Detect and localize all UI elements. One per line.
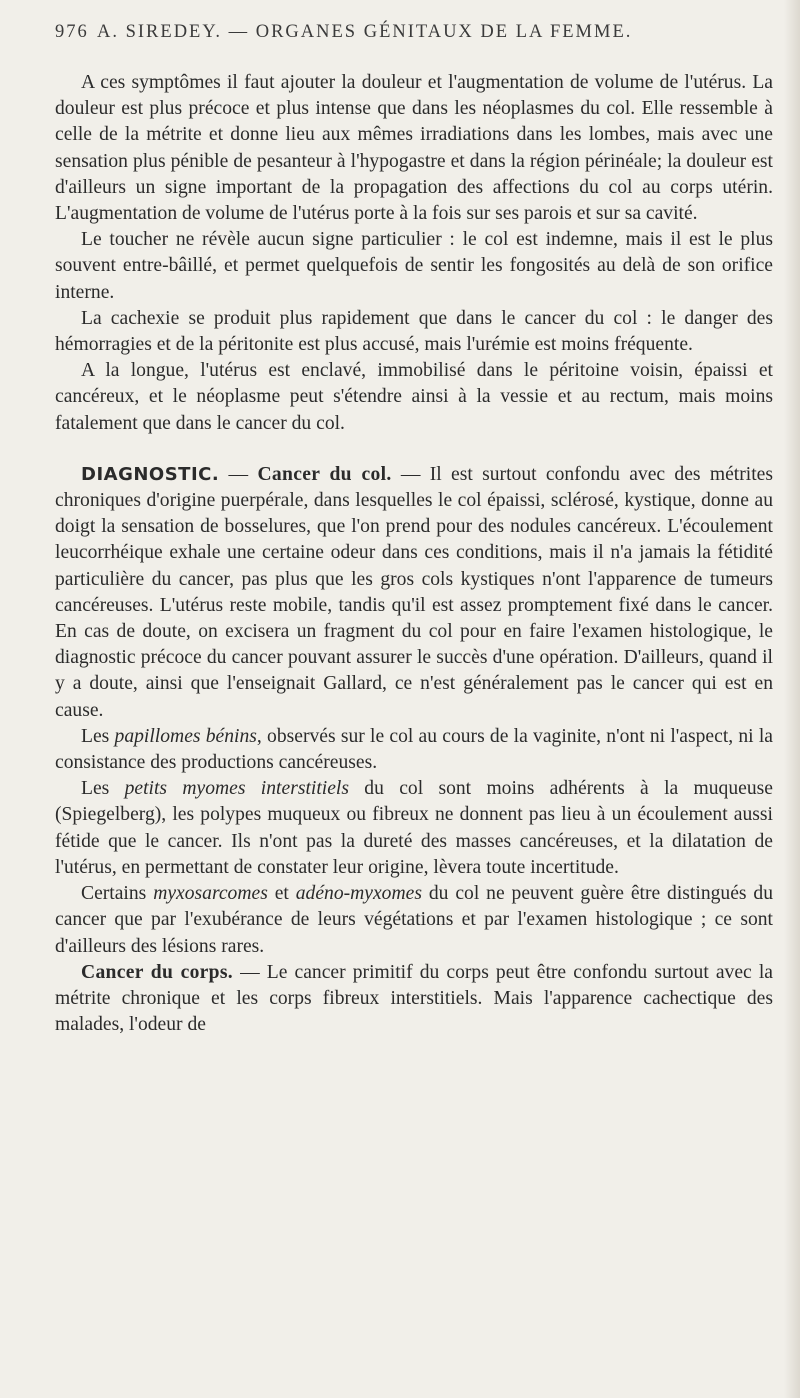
paragraph-myomes	[55, 776, 773, 881]
paragraph-cachexie: La cachexie se produit plus rapidement que dans le cancer du col : le danger des hémorragies et de la péritonite est plus accusé, mais l'urémie est moins fréquente.	[55, 307, 773, 356]
paragraph-toucher: Le toucher ne révèle aucun signe particulier : le col est indemne, mais il est le plus souvent entre-bâillé, et permet quelquefois de sentir les fongosités au delà de son orifice interne.	[55, 229, 773, 303]
term-myomes: petits myomes interstitiels	[124, 778, 349, 800]
term-adeno-myxomes: adéno-myxomes	[295, 883, 422, 905]
page-edge-shadow	[784, 0, 800, 1398]
page-body	[55, 70, 773, 1038]
page-number: 976	[55, 22, 89, 42]
section-heading-diagnostic: DIAGNOSTIC.	[81, 463, 220, 485]
paragraph-symptoms: A ces symptômes il faut ajouter la douleur et l'augmentation de volume de l'utérus. La douleur est plus précoce et plus intense que dans les néoplasmes du col. Elle ressemble à celle de la métrite et donne lieu aux mêmes irradiations dans les lombes, mais avec une sensation plus pénible de pesanteur à l'hypogastre et dans la région périnéale; la douleur est d'ailleurs un signe important de la propagation des affections du col au corps utérin. L'augmentation de volume de l'utérus porte à la fois sur ses parois et sur sa cavité.	[55, 72, 773, 225]
subheading-cancer-col: Cancer du col.	[257, 463, 392, 485]
paragraph-papillomes	[55, 724, 773, 776]
heading-separator: —	[219, 463, 258, 485]
text-run: Les	[81, 725, 115, 747]
text-run: Les	[81, 778, 125, 800]
running-title: A. SIREDEY. — ORGANES GÉNITAUX DE LA FEMME.	[97, 22, 633, 42]
paragraph-cancer-corps	[55, 960, 773, 1039]
text-run: du col sont moins adhérents à la muqueuse (Spiegelberg), les polypes muqueux ou fibreux ne donnent pas lieu à un écoulement aussi fétide que le cancer. Ils n'ont pas la dureté des masses cancéreuses, et la dilatation de l'utérus, en permettant de constater leur origine, lèvera toute incertitude.	[55, 778, 773, 878]
subheading-cancer-corps: Cancer du corps.	[81, 961, 233, 983]
text-run: Certains	[81, 883, 154, 905]
running-header	[55, 22, 773, 43]
paragraph-diagnostic	[55, 462, 773, 724]
term-papillomes: papillomes bénins	[114, 725, 257, 747]
text-run: — Le cancer primitif du corps peut être confondu surtout avec la métrite chronique et les corps fibreux interstitiels. Mais l'apparence cachectique des malades, l'odeur de	[55, 961, 773, 1036]
text-run: , observés sur le col au cours de la vaginite, n'ont ni l'aspect, ni la consistance des productions cancéreuses.	[55, 725, 773, 774]
term-myxosarcomes: myxosarcomes	[153, 883, 268, 905]
diagnostic-text: — Il est surtout confondu avec des métrites chroniques d'origine puerpérale, dans lesquelles le col épaissi, sclérosé, kystique, donne au doigt la sensation de bosselures, que l'on prend pour des nodules cancéreux. L'écoulement leucorrhéique exhale une certaine odeur dans ces conditions, mais il n'a jamais la fétidité particulière du cancer, pas plus que les gros cols kystiques n'ont l'apparence de tumeurs cancéreuses. L'utérus reste mobile, tandis qu'il est assez promptement fixé dans le cancer. En cas de doute, on excisera un fragment du col pour en faire l'examen histologique, le diagnostic précoce du cancer pouvant assurer le succès d'une opération. D'ailleurs, quand il y a doute, ainsi que l'enseignait Gallard, ce n'est généralement pas le cancer qui est en cause.	[55, 463, 773, 721]
text-run: et	[267, 883, 296, 905]
text-run: du col ne peuvent guère être distingués du cancer que par l'exubérance de leurs végétations et par l'examen histologique ; ce sont d'ailleurs des lésions rares.	[55, 883, 774, 957]
paragraph-myxosarcomes	[55, 881, 773, 960]
paragraph-longue: A la longue, l'utérus est enclavé, immobilisé dans le péritoine voisin, épaissi et cancéreux, et le néoplasme peut s'étendre ainsi à la vessie et au rectum, mais moins fatalement que dans le cancer du col.	[55, 360, 773, 434]
